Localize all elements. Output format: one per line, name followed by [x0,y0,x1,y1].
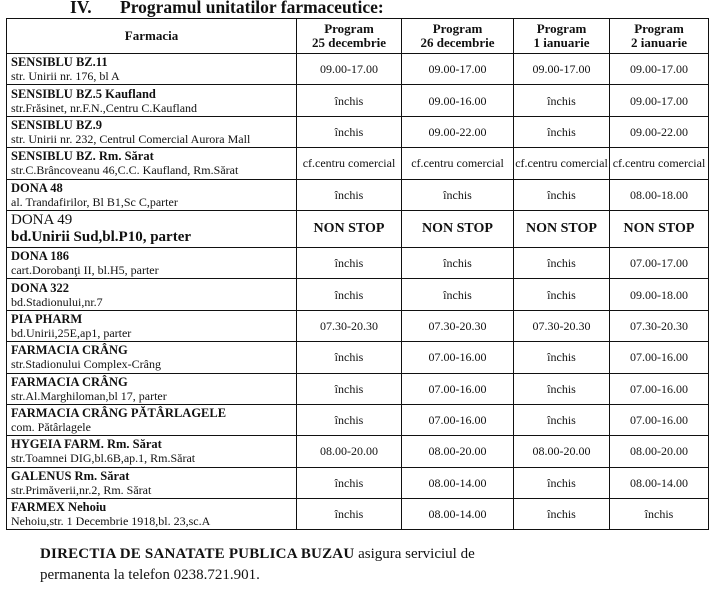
table-row [7,179,709,210]
schedule-cell: închis [514,404,610,435]
schedule-cell: închis [297,85,402,116]
pharmacy-address: str. Unirii nr. 176, bl A [11,69,120,84]
pharmacy-address: al. Trandafirilor, Bl B1,Sc C,parter [11,194,178,209]
table-row [7,499,709,530]
table-row [7,310,709,341]
schedule-cell: 07.00-16.00 [402,342,514,373]
schedule-cell: cf.centru comercial [402,148,514,179]
pharmacy-cell [7,247,297,278]
table-row [7,247,709,278]
schedule-cell: închis [514,342,610,373]
footer-institution: DIRECTIA DE SANATATE PUBLICA BUZAU [40,546,355,562]
table-row [7,148,709,179]
table-row [7,404,709,435]
schedule-cell: închis [297,499,402,530]
pharmacy-address: bd.Unirii,25E,ap1, parter [11,325,132,340]
schedule-cell: 07.30-20.30 [297,310,402,341]
table-row [7,54,709,85]
table-row [7,373,709,404]
section-heading: Programul unitatilor farmaceutice: [120,0,384,17]
schedule-cell: 07.30-20.30 [402,310,514,341]
schedule-cell: 07.00-16.00 [402,404,514,435]
schedule-cell: 08.00-14.00 [610,467,709,498]
pharmacy-name: GALENUS Rm. Sărat [11,468,130,483]
schedule-cell: 09.00-17.00 [610,54,709,85]
schedule-cell: închis [514,279,610,310]
pharmacy-name: FARMEX Nehoiu [11,500,107,515]
pharmacy-address: str.Primăverii,nr.2, Rm. Sărat [11,482,152,497]
table-row [7,116,709,147]
schedule-cell: cf.centru comercial [514,148,610,179]
table-row [7,210,709,247]
table-row [7,342,709,373]
schedule-cell: închis [514,247,610,278]
pharmacy-name: DONA 49 [11,211,73,228]
pharmacy-address: bd.Stadionului,nr.7 [11,294,103,309]
schedule-cell: închis [402,279,514,310]
pharmacy-name: SENSIBLU BZ.5 Kaufland [11,86,156,101]
schedule-cell: închis [297,404,402,435]
table-row [7,279,709,310]
pharmacy-name: DONA 322 [11,280,69,295]
pharmacy-schedule-table [6,18,709,530]
schedule-cell: cf.centru comercial [297,148,402,179]
section-number: IV. [70,0,92,17]
schedule-cell: 08.00-14.00 [402,467,514,498]
pharmacy-cell [7,310,297,341]
pharmacy-address: str.Al.Marghiloman,bl 17, parter [11,388,167,403]
pharmacy-address: bd.Unirii Sud,bl.P10, parter [11,228,192,245]
schedule-cell: închis [402,179,514,210]
schedule-cell: închis [297,179,402,210]
pharmacy-address: com. Pătârlagele [11,420,91,435]
schedule-cell: NON STOP [610,210,709,247]
pharmacy-address: str.Stadionului Complex-Crâng [11,357,161,372]
schedule-cell: NON STOP [514,210,610,247]
pharmacy-name: HYGEIA FARM. Rm. Sărat [11,437,162,452]
schedule-cell: NON STOP [402,210,514,247]
pharmacy-name: FARMACIA CRÂNG [11,343,128,358]
schedule-cell: închis [297,467,402,498]
schedule-cell: închis [297,373,402,404]
header-farmacia: Farmacia [7,19,297,54]
schedule-cell: 08.00-20.00 [402,436,514,467]
pharmacy-cell [7,54,297,85]
pharmacy-cell [7,499,297,530]
schedule-cell: 08.00-20.00 [610,436,709,467]
pharmacy-cell [7,179,297,210]
schedule-cell: 08.00-18.00 [610,179,709,210]
header-1-ian: Program 1 ianuarie [514,19,610,54]
footer-note [40,544,680,586]
schedule-cell: închis [297,342,402,373]
schedule-cell: 08.00-20.00 [297,436,402,467]
pharmacy-cell [7,85,297,116]
pharmacy-cell [7,210,297,247]
pharmacy-cell [7,342,297,373]
pharmacy-address: str.Toamnei DIG,bl.6B,ap.1, Rm.Sărat [11,451,196,466]
pharmacy-name: DONA 186 [11,249,69,264]
pharmacy-cell [7,467,297,498]
schedule-cell: 07.30-20.30 [514,310,610,341]
schedule-cell: închis [297,247,402,278]
schedule-cell: închis [297,116,402,147]
schedule-cell: 07.30-20.30 [610,310,709,341]
schedule-cell: 07.00-16.00 [610,342,709,373]
schedule-cell: 09.00-16.00 [402,85,514,116]
pharmacy-address: str.Frăsinet, nr.F.N.,Centru C.Kaufland [11,100,198,115]
schedule-cell: 07.00-17.00 [610,247,709,278]
schedule-cell: închis [402,247,514,278]
pharmacy-name: PIA PHARM [11,311,83,326]
pharmacy-address: cart.Dorobanţi II, bl.H5, parter [11,263,159,278]
schedule-cell: închis [514,467,610,498]
pharmacy-name: FARMACIA CRÂNG PĂTÂRLAGELE [11,406,227,421]
table-row [7,85,709,116]
schedule-cell: închis [610,499,709,530]
pharmacy-name: SENSIBLU BZ.9 [11,117,103,132]
pharmacy-address: str. Unirii nr. 232, Centrul Comercial Aurora Mall [11,131,251,146]
schedule-cell: închis [514,179,610,210]
schedule-cell: 09.00-22.00 [610,116,709,147]
schedule-cell: închis [514,373,610,404]
schedule-cell: 07.00-16.00 [610,404,709,435]
schedule-cell: 09.00-17.00 [610,85,709,116]
pharmacy-name: FARMACIA CRÂNG [11,374,128,389]
pharmacy-name: SENSIBLU BZ. Rm. Sărat [11,149,154,164]
pharmacy-address: Nehoiu,str. 1 Decembrie 1918,bl. 23,sc.A [11,514,211,529]
schedule-cell: 07.00-16.00 [402,373,514,404]
schedule-cell: 08.00-20.00 [514,436,610,467]
schedule-cell: 09.00-18.00 [610,279,709,310]
schedule-cell: închis [297,279,402,310]
table-header-row [7,19,709,54]
pharmacy-cell [7,116,297,147]
header-2-ian: Program 2 ianuarie [610,19,709,54]
schedule-cell: 09.00-17.00 [402,54,514,85]
schedule-cell: NON STOP [297,210,402,247]
schedule-cell: închis [514,116,610,147]
table-row [7,436,709,467]
pharmacy-cell [7,404,297,435]
table-row [7,467,709,498]
header-25-dec: Program 25 decembrie [297,19,402,54]
pharmacy-cell [7,373,297,404]
schedule-cell: închis [514,499,610,530]
pharmacy-cell [7,148,297,179]
schedule-cell: 07.00-16.00 [610,373,709,404]
header-26-dec: Program 26 decembrie [402,19,514,54]
pharmacy-name: DONA 48 [11,180,63,195]
pharmacy-address: str.C.Brâncoveanu 46,C.C. Kaufland, Rm.Sărat [11,163,239,178]
footer-text-2: permanenta la telefon 0238.721.901. [40,567,260,583]
pharmacy-cell [7,279,297,310]
pharmacy-name: SENSIBLU BZ.11 [11,55,108,70]
schedule-cell: 09.00-17.00 [297,54,402,85]
schedule-cell: cf.centru comercial [610,148,709,179]
section-title [70,0,384,18]
footer-text-1: asigura serviciul de [354,546,475,562]
schedule-cell: 08.00-14.00 [402,499,514,530]
schedule-cell: 09.00-17.00 [514,54,610,85]
schedule-cell: 09.00-22.00 [402,116,514,147]
schedule-cell: închis [514,85,610,116]
pharmacy-cell [7,436,297,467]
